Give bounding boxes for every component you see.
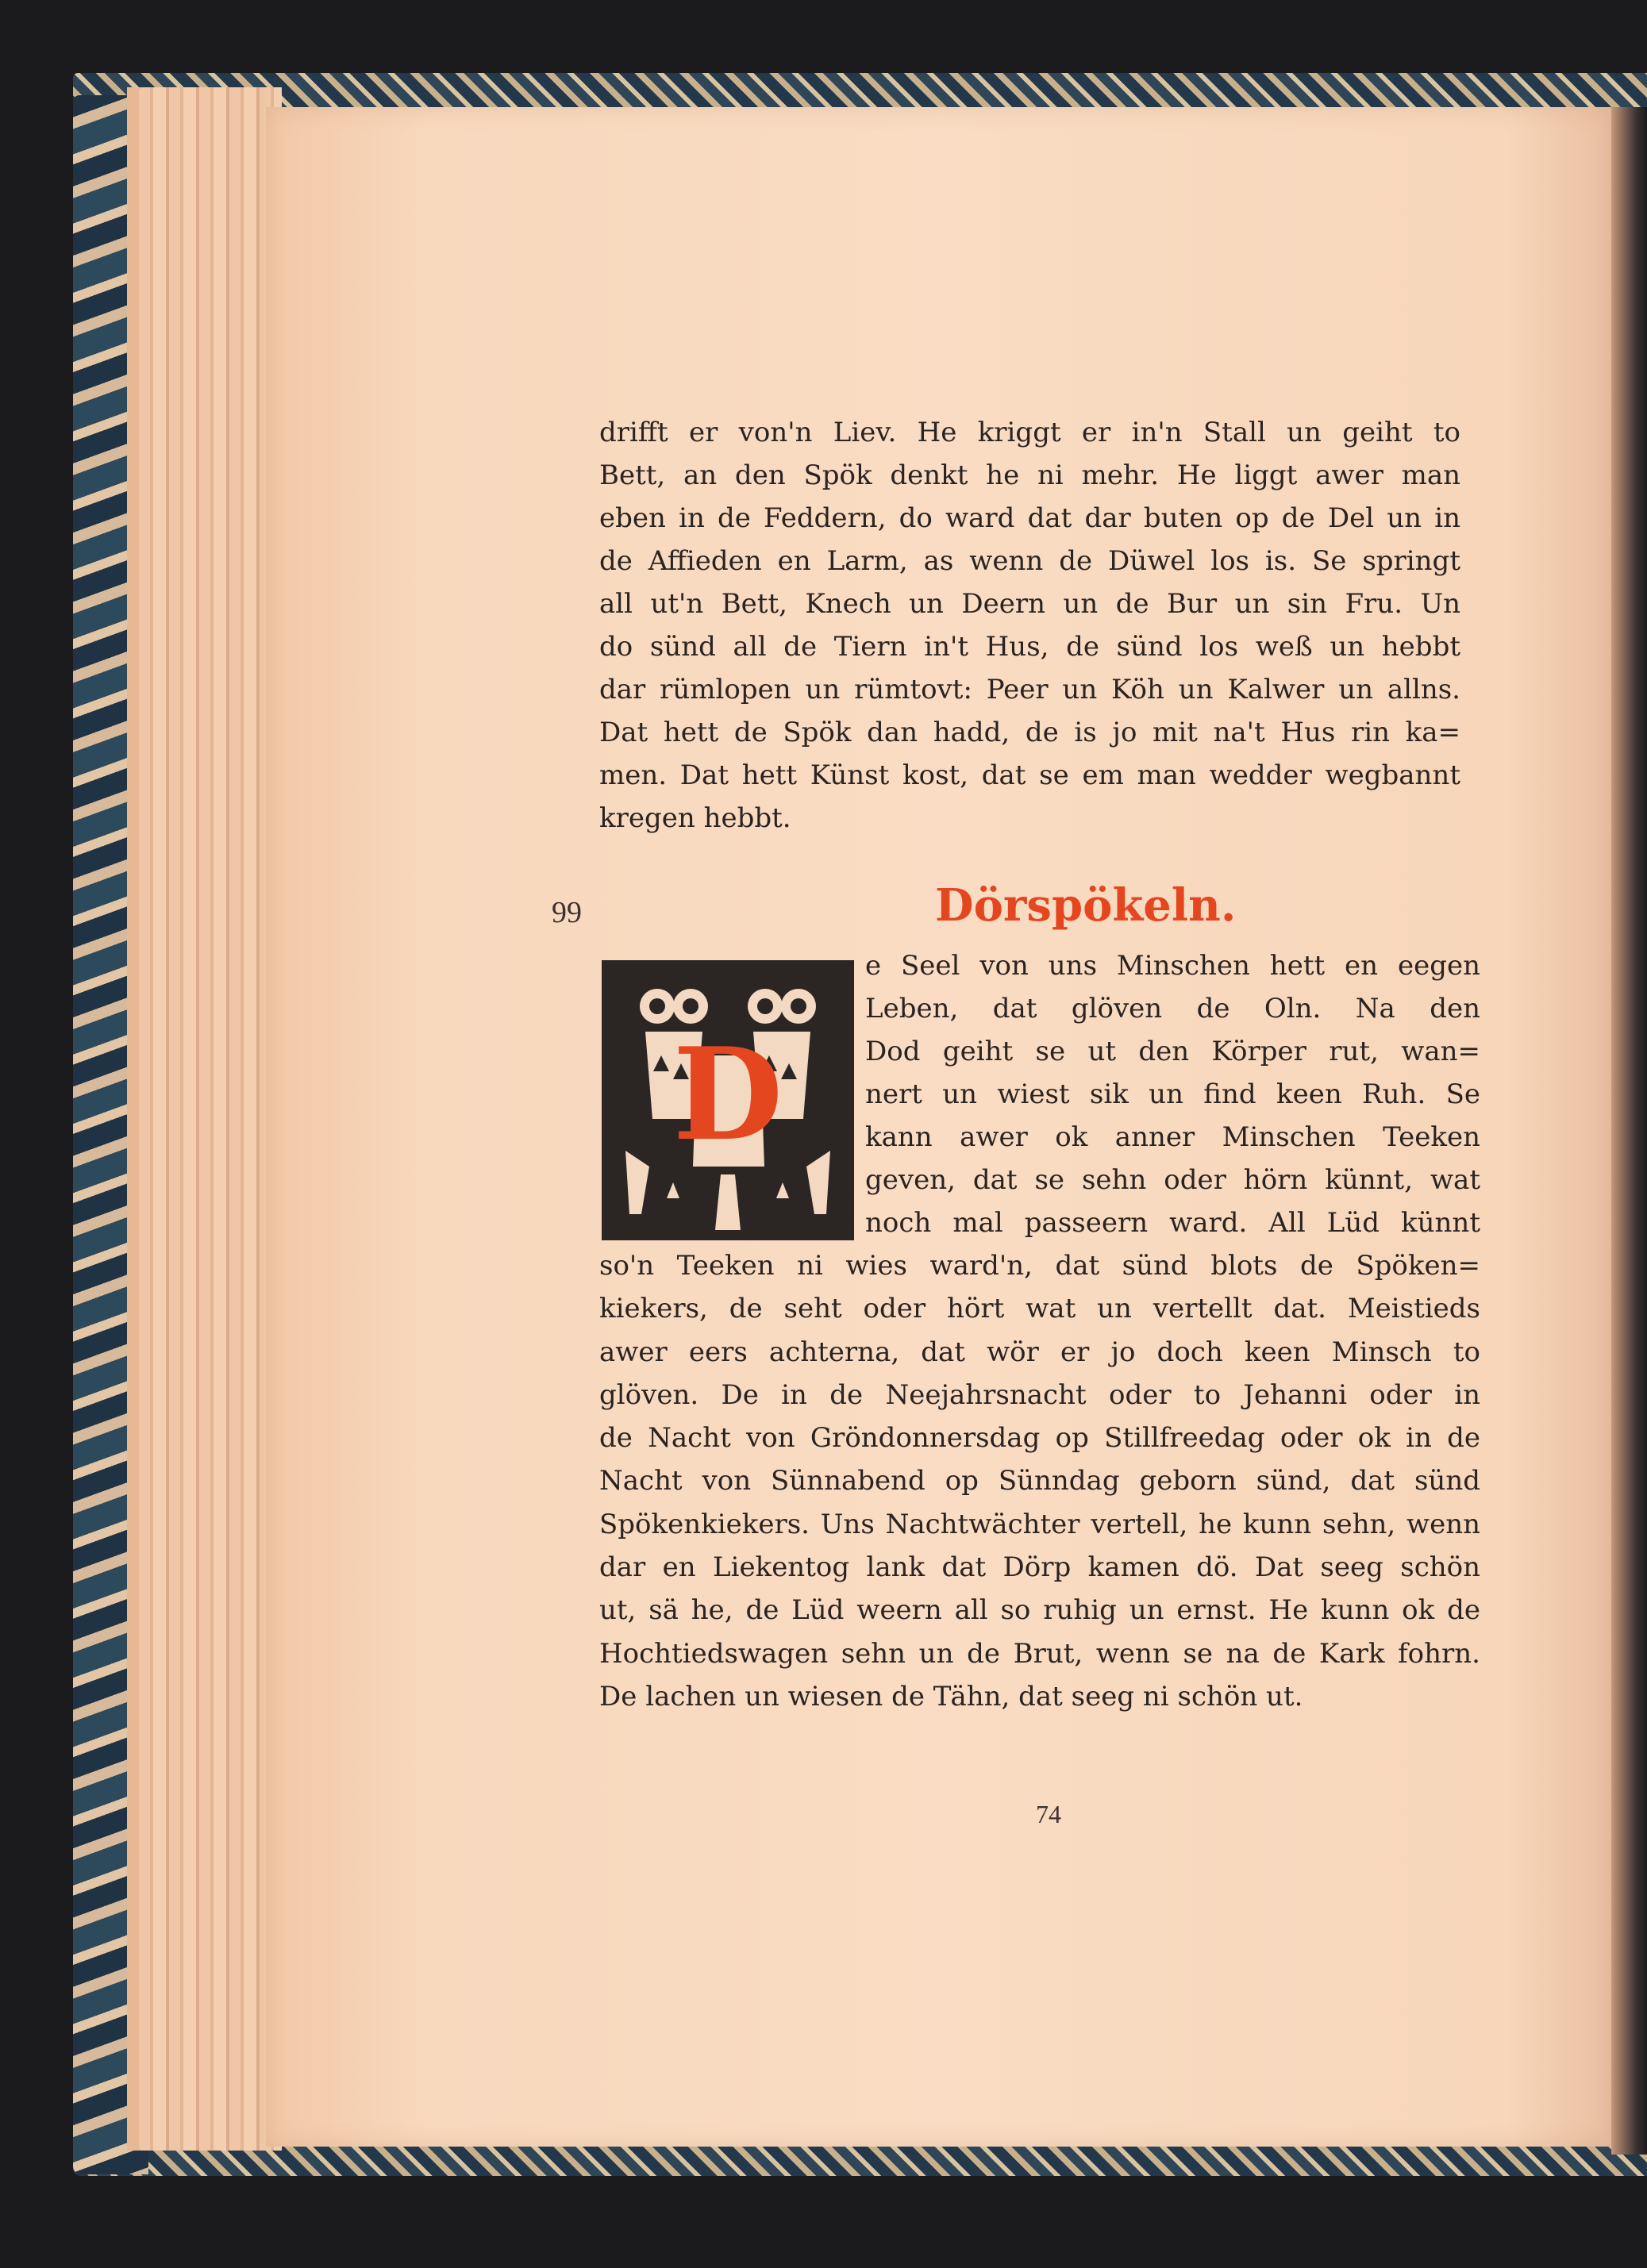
text-line: kiekers, de seht oder hört wat un vertellt dat. Meistieds <box>599 1293 1480 1325</box>
text-line: eben in de Feddern, do ward dat dar buten op de Del un in <box>599 502 1460 534</box>
svg-text:D: D <box>672 1020 783 1169</box>
text-line: so'n Teeken ni wies ward'n, dat sünd blots de Spöken= <box>599 1250 1480 1282</box>
text-line: Hochtiedswagen sehn un de Brut, wenn se na de Kark fohrn. <box>599 1637 1480 1670</box>
decorated-initial <box>602 960 854 1240</box>
text-line: Nacht von Sünnabend op Sünndag geborn sünd, dat sünd <box>599 1465 1480 1497</box>
initial-paragraph <box>865 944 1480 1244</box>
text-line: kann awer ok anner Minschen Teeken <box>865 1121 1480 1153</box>
text-line: do sünd all de Tiern in't Hus, de sünd los weß un hebbt <box>599 631 1460 663</box>
paragraph-body <box>599 1244 1480 1718</box>
section-number: 99 <box>552 896 582 929</box>
text-line: awer eers achterna, dat wör er jo doch keen Minsch to <box>599 1336 1480 1368</box>
text-line: Dod geiht se ut den Körper rut, wan= <box>865 1036 1480 1067</box>
text-line: e Seel von uns Minschen hett en eegen <box>865 950 1480 982</box>
text-line: de Nacht von Gröndonnersdag op Stillfreedag oder ok in de <box>599 1422 1480 1455</box>
paragraph-continued <box>599 411 1460 840</box>
text-line: De lachen un wiesen de Tähn, dat seeg ni schön ut. <box>599 1680 1303 1713</box>
text-line: dar en Liekentog lank dat Dörp kamen dö. Dat seeg schön <box>599 1551 1480 1584</box>
text-line: Leben, dat glöven de Oln. Na den <box>865 993 1480 1024</box>
owl-woodcut-icon <box>602 960 854 1240</box>
text-line: Spökenkiekers. Uns Nachtwächter vertell, he kunn sehn, wenn <box>599 1508 1480 1540</box>
text-line: kregen hebbt. <box>599 802 791 834</box>
text-line: noch mal passeern ward. All Lüd künnt <box>865 1207 1480 1239</box>
page-gutter <box>1611 107 1647 2155</box>
page-edges-stack <box>139 87 282 2151</box>
section-heading: Dörspökeln. <box>935 879 1237 932</box>
text-line: drifft er von'n Liev. He kriggt er in'n Stall un geiht to <box>599 417 1460 448</box>
text-line: de Affieden en Larm, as wenn de Düwel los is. Se springt <box>599 545 1460 577</box>
text-line: dar rümlopen un rümtovt: Peer un Köh un Kalwer un allns. <box>599 674 1460 705</box>
text-line: ut, sä he, de Lüd weern all so ruhig un ernst. He kunn ok de <box>599 1594 1480 1627</box>
text-line: nert un wiest sik un find keen Ruh. Se <box>865 1078 1480 1110</box>
text-line: Dat hett de Spök dan hadd, de is jo mit na't Hus rin ka= <box>599 717 1460 748</box>
text-line: all ut'n Bett, Knech un Deern un de Bur un sin Fru. Un <box>599 588 1460 620</box>
text-line: men. Dat hett Künst kost, dat se em man wedder wegbannt <box>599 759 1460 791</box>
text-line: geven, dat se sehn oder hörn künnt, wat <box>865 1164 1480 1196</box>
text-line: Bett, an den Spök denkt he ni mehr. He liggt awer man <box>599 459 1460 491</box>
page-number: 74 <box>1036 1800 1061 1828</box>
text-line: glöven. De in de Neejahrsnacht oder to Jehanni oder in <box>599 1378 1480 1411</box>
